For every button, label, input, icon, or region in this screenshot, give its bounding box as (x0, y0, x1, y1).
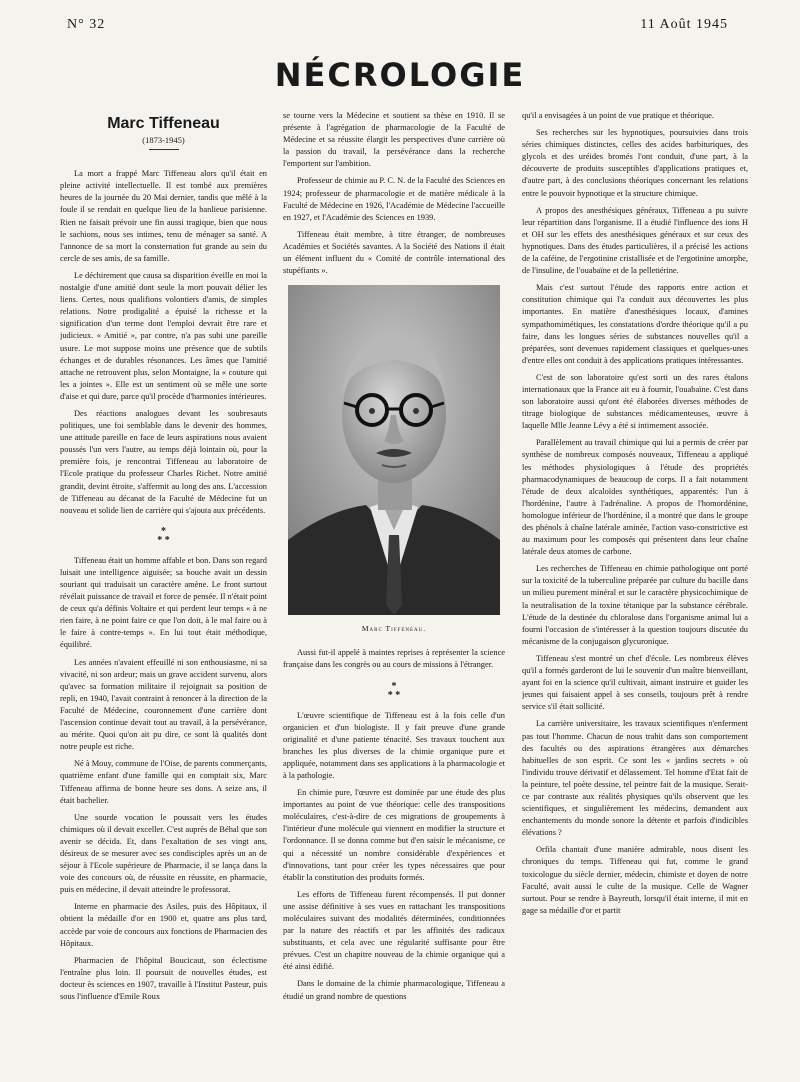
portrait-photo (288, 285, 500, 615)
paragraph: Interne en pharmacie des Asiles, puis des Hôpitaux, il obtient la médaille d'or en 1900 et, quatre ans plus tard, accède par voie de concours aux fonctions de Pharmacien des Hôpitaux. (60, 902, 267, 948)
section-title: NÉCROLOGIE (274, 56, 526, 94)
paragraph: La carrière universitaire, les travaux scientifiques n'enferment pas tout l'homme. Chacun de nous trahit dans son comportement des facultés ou des aspirations étrangères aux démarches habituelles de son esprit. Ce sont les « jardins secrets » où l'individu trouve dérivatif et délassement. Tel homme d'Etat fait de la peinture, tel poète dessine, tel peintre fait de la musique. Serait-ce par contraste aux réalités physiques qu'ils observent que les scientifiques, et singulièrement les médecins, demandent aux enchantements du monde sonore la détente et parfois d'indicibles élévations ? (522, 719, 748, 838)
paragraph: Les recherches de Tiffeneau en chimie pathologique ont porté sur la toxicité de la tuberculine préparée par culture du bacille dans un milieu purement minéral et sur le caractère physicochimique de la neutralisation de la toxine tétanique par la substance cérébrale. L'étude de la destinée du chloralose dans l'organisme animal lui a fourni l'occasion de s'intéresser à la question toujours discutée du mécanisme de la conjugaison glycuronique. (522, 564, 748, 646)
paragraph: Orfila chantait d'une manière admirable, nous disent les chroniques du temps. Tiffeneau qui fut, comme le grand toxicologue du siècle dernier, médecin, chimiste et doyen de notre Faculté, avait aussi le culte de la musique. Celle de Wagner surtout. Pour se rendre à Bayreuth, lorsqu'il était interne, il mit en gage sa médaille d'or et partit (522, 845, 748, 915)
section-break-stars: * * * (387, 680, 401, 701)
paragraph: Ses recherches sur les hypnotiques, poursuivies dans trois séries chimiques distinctes, celles des acides barbituriques, des glycols et des uréides bromés l'ont conduit, d'une part, à la découverte de produits susceptibles d'applications pratiques et, d'autre part, à des conclusions théoriques concernant les relations entre le pouvoir hypnotique et la structure chimique. (522, 128, 748, 198)
paragraph: A propos des anesthésiques généraux, Tiffeneau a pu suivre leur répartition dans l'organisme. Il a étudié l'influence des ions H et OH sur les effets des anesthésiques généraux et sur ceux des hypnotiques. Dans des études particulières, il a précisé les actions de la caféine, de l'ergotinine cristallisée et de l'ergotinine amorphe, de l'insuline, de l'ouabaïne et de la pelletiérine. (522, 205, 748, 276)
paragraph: Parallèlement au travail chimique qui lui a permis de créer par synthèse de nombreux composés nouveaux, Tiffeneau a appliqué les méthodes physiologiques à l'étude des propriétés pharmacodynamiques de beaucoup de corps. Il a fait notamment l'étude de deux alcaloïdes synthétiques, apparentés: l'un à l'hordénine, l'autre à l'adrénaline. A propos de l'homordénine, homologue inférieur de l'hordénine, il a montré que dans le groupe des phénols à chaîne latérale aminée, l'action vaso-constrictive est au maximum pour les composés qui présentent dans leur chaîne latérale deux atomes de carbone. (522, 438, 748, 557)
paragraph: La mort a frappé Marc Tiffeneau alors qu'il était en pleine activité intellectuelle. Il est tombé aux premières heures de la journée du 20 Mai dernier, tandis que mêlé à la foule il se rendait en quelque lieu de la banlieue parisienne. Rien ne faisait prévoir une fin aussi tragique, bien que nous le sachions, nous ses intimes, tenu de ménager sa santé. A l'annonce de sa mort la consternation fut grande au sein du cercle de ses amis, de sa famille. (60, 169, 267, 263)
issue-number: N° 32 (67, 17, 106, 32)
section-break-stars: * * * (157, 525, 170, 546)
paragraph: Tiffeneau s'est montré un chef d'école. Les nombreux élèves qu'il a formés garderont de lui le souvenir d'un maître bienveillant, ayant foi en la science qu'il cultivait, aimant instruire et guider les jeunes qui faisaient appel à ses conseils, toujours prêt à rendre service s'il était sollicité. (522, 653, 748, 712)
paragraph: Professeur de chimie au P. C. N. de la Faculté des Sciences en 1924; professeur de pharmacologie et de matière médicale à la Faculté de Médecine en 1926, l'Académie de Médecine l'accueille en 1927, et l'Académie des Sciences en 1939. (283, 176, 505, 222)
paragraph: Des réactions analogues devant les soubresauts politiques, une foi semblable dans le devenir des hommes, une attitude pareille en face de leurs aspirations nous avaient poussés l'un vers l'autre, au temps déjà lointain où, pour la première fois, je rencontrai Tiffeneau au laboratoire de l'Ecole pratique du professeur Charles Richet. Notre amitié grandit, devint étroite, s'affermit au long des ans. L'accession de Tiffeneau au décanat de la Faculté de Médecine fut un nouveau et solide lien de carrière qui s'ajouta aux précédents. (60, 408, 267, 515)
paragraph: Mais c'est surtout l'étude des rapports entre action et constitution chimique qui l'a conduit aux découvertes les plus importantes. En matière d'anesthésiques locaux, d'amines sympathomimétiques, les constatations d'ordre théorique qu'il a pu faire, dans les longues séries de substances nouvelles qu'il a préparées, sont devenues rapidement classiques et quelques-unes d'entre elles ont conduit à des applications pratiques intéressantes. (522, 283, 748, 365)
photo-caption: Marc Tiffeneau. (361, 624, 427, 634)
paragraph: Pharmacien de l'hôpital Boucicaut, son éclectisme l'entraîne plus loin. Il poursuit de nouvelles études, est docteur ès sciences en 1907, travaille à l'Institut Pasteur, puis sous l'influence d'Emile Roux (60, 955, 267, 1001)
paragraph: Né à Mouy, commune de l'Oise, de parents commerçants, quatrième enfant d'une famille qui en comptait six, Marc Tiffeneau affirma de bonne heure ses dons. A seize ans, il était bachelier. (60, 759, 267, 805)
column-2 (283, 110, 505, 1060)
article-dates: (1873-1945) (142, 135, 185, 146)
paragraph: qu'il a envisagées à un point de vue pratique et théorique. (522, 111, 714, 120)
paragraph: Les années n'avaient effeuillé ni son enthousiasme, ni sa vivacité, ni son ardeur; mais un grave accident survenu, alors qu'avec sa formation militaire il rejoignait sa position de repli, en 1940, l'avait contraint à renoncer à la direction de la Faculté de Médecine, couronnement d'une carrière dont l'ascension continue devait tout au travail, à la persévérance, au mérite. Quoi qu'on ait pu dire, ce sont là qualités dont notre peuple est riche. (60, 657, 267, 752)
paragraph: Tiffeneau était membre, à titre étranger, de nombreuses Académies et Sociétés savantes. A la Société des Nations il était un élément influent du « Comité de contrôle international des stupéfiants ». (283, 229, 505, 276)
title-rule (149, 149, 179, 150)
paragraph: Les efforts de Tiffeneau furent récompensés. Il put donner une assise définitive à ses vues en rattachant les transpositions moléculaires suivant des modalités déterminées, conditionnées par la nature des réactifs et par les affinités des radicaux substituants, et cela avec une régularité suffisante pour être prévues. C'est un chapitre nouveau de la chimie organique qui a été ainsi édifié. (283, 889, 505, 972)
paragraph: Une sourde vocation le poussait vers les études chimiques où il devait exceller. C'est auprès de Béhal que son avenir se décida. Et, dans l'exaltation de ses vingt ans, désireux de se mesurer avec ses condisciples après un an de séjour à l'Ecole supérieure de Pharmacie, il se lança dans la voie des concours où, de réussite en réussite, en pharmacie, puis en médecine, il devait atteindre le professorat. (60, 812, 267, 895)
article-title: Marc Tiffeneau (107, 115, 220, 132)
paragraph: L'œuvre scientifique de Tiffeneau est à la fois celle d'un organicien et d'un biologiste. Il y fait preuve d'une grande originalité et d'une patiente ténacité. Ses travaux touchent aux branches les plus diverses de la chimie organique pure et appliquée, notamment dans ses applications à la pharmacologie et à la pathologie. (283, 710, 505, 780)
paragraph: se tourne vers la Médecine et soutient sa thèse en 1910. Il se présente à l'agrégation de pharmacologie de la Faculté de Médecine et sa réussite élargit les perspectives d'une carrière où la passion du travail, la persévérance dans la recherche l'emportent sur l'ambition. (283, 111, 505, 169)
paragraph: Aussi fut-il appelé à maintes reprises à représenter la science française dans les congrès ou au cours de missions à l'étranger. (283, 648, 505, 670)
column-1 (60, 110, 267, 1060)
paragraph: Dans le domaine de la chimie pharmacologique, Tiffeneau a étudié un grand nombre de questions (283, 979, 505, 1001)
column-3 (522, 110, 748, 1060)
paragraph: En chimie pure, l'œuvre est dominée par une étude des plus importantes au point de vue théorique: celle des transpositions moléculaires, c'est-à-dire de ces migrations de groupements à l'intérieur d'une molécule qui viennent en modifier la structure et l'ordonnance. Il se donna comme but d'en saisir le mécanisme, ce qui a nécessité un nombre considérable d'expériences et d'innovations, tant pour créer les types nécessaires que pour établir la constitution des produits formés. (283, 788, 505, 882)
issue-date: 11 Août 1945 (640, 17, 728, 32)
paragraph: Le déchirement que causa sa disparition éveille en moi la nostalgie d'une amitié dont seule la mort pouvait délier les liens. Certes, nous qualifions volontiers d'amis, de simples relations. Notre prodigalité a épuisé la richesse et la signification d'un terme dont l'emploi devrait être rare et judicieux. « Amitié », par contre, n'a pas subi une pareille usure. Le mot suppose moins une présence que de subtils échanges et de durables résonances. Les âmes que l'amitié attache ne retrouvent plus, selon Montaigne, la « couture qui les a jointes ». Elle est un sentiment où se mêle une sorte d'aise et qui dure, parce qu'il procède d'harmonies intérieures. (60, 270, 267, 401)
paragraph: Tiffeneau était un homme affable et bon. Dans son regard luisait une intelligence aiguisée; sa bouche avait un dessin souriant qui traduisait un caractère amène. Le front surtout révélait puissance de travail et force de pensée. Il n'était point de ceux qu'a définis Voltaire et qui perdent leur temps « à ne rien faire, à ne point faire ce que l'on doit, à le mal faire ou à le faire à contre-temps ». En lui tout était méthodique, équilibré. (60, 555, 267, 650)
paragraph: C'est de son laboratoire qu'est sorti un des rares étalons internationaux que la France ait eu à fournir, l'ouabaïne. C'est dans son laboratoire aussi qu'ont été élaborées diverses méthodes de titrage biologique de substances médicamenteuses, œuvre à laquelle Mlle Jeanne Lévy a été si intimement associée. (522, 372, 748, 431)
